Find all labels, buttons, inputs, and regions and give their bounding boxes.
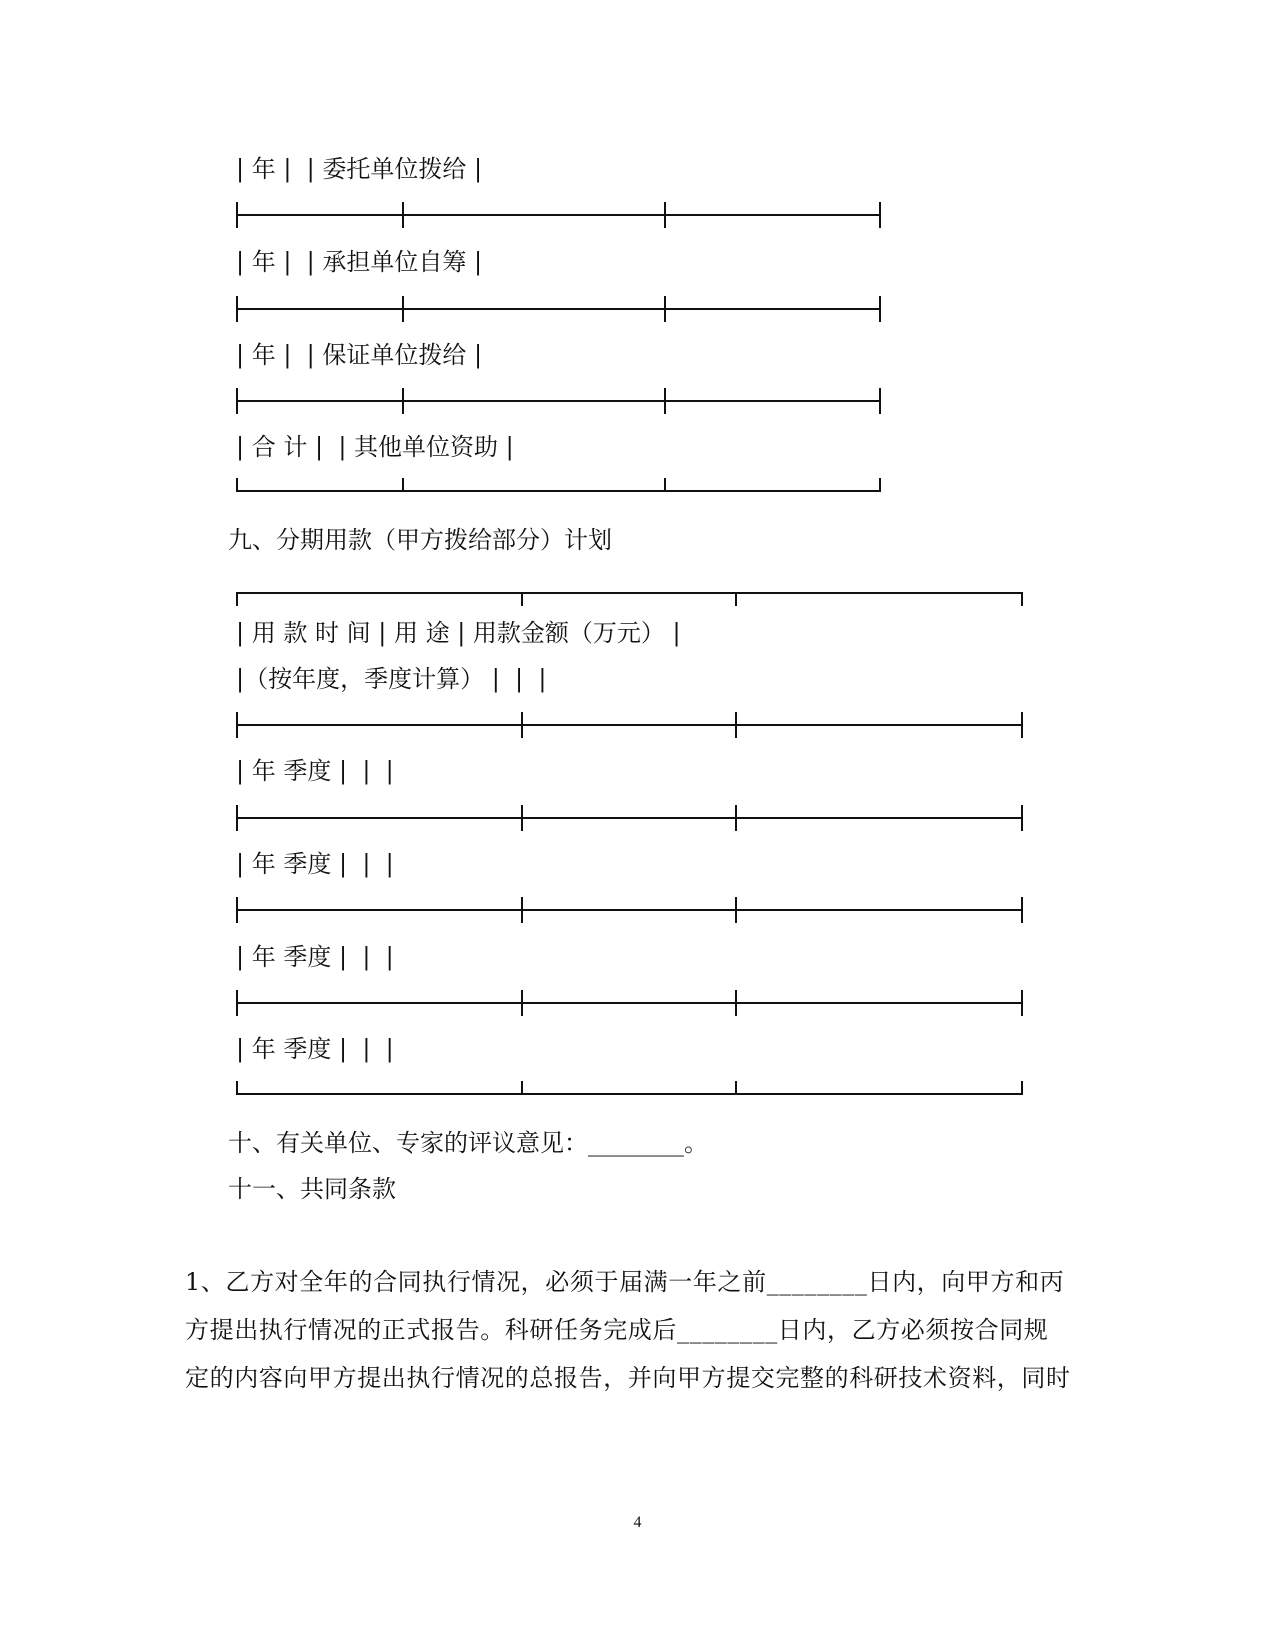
clause-line: 1、乙方对全年的合同执行情况，必须于届满一年之前________日内，向甲方和丙 — [185, 1268, 1065, 1296]
table1-row: | 年 | | 委托单位拨给 | — [236, 155, 483, 183]
table2-row: | 年 季度 | | | — [236, 757, 394, 785]
table2-row: | 年 季度 | | | — [236, 943, 394, 971]
table2-header: |（按年度，季度计算） | | | — [236, 665, 547, 693]
table-rule — [236, 712, 1023, 738]
table2-row: | 年 季度 | | | — [236, 850, 394, 878]
table1-row: | 年 | | 承担单位自筹 | — [236, 248, 483, 276]
section-11: 十一、共同条款 — [228, 1175, 396, 1203]
clause-line: 方提出执行情况的正式报告。科研任务完成后________日内，乙方必须按合同规 — [185, 1316, 1049, 1344]
table1-row: | 年 | | 保证单位拨给 | — [236, 341, 483, 369]
table-rule-top — [236, 580, 1023, 606]
clause-line: 定的内容向甲方提出执行情况的总报告，并向甲方提交完整的科研技术资料，同时 — [185, 1364, 1071, 1392]
table-rule — [236, 897, 1023, 923]
table-rule-bottom — [236, 1081, 1023, 1107]
table-rule — [236, 296, 881, 322]
table-rule — [236, 805, 1023, 831]
clause-paragraph — [185, 1258, 1085, 1402]
table-rule — [236, 202, 881, 228]
table-rule-bottom — [236, 478, 881, 504]
table1-row: | 合 计 | | 其他单位资助 | — [236, 433, 514, 461]
table2-header: | 用 款 时 间 | 用 途 | 用款金额（万元） | — [236, 619, 681, 647]
table-rule — [236, 990, 1023, 1016]
page-number: 4 — [633, 1514, 642, 1531]
section-10: 十、有关单位、专家的评议意见：________。 — [228, 1129, 708, 1157]
table2-row: | 年 季度 | | | — [236, 1035, 394, 1063]
section-heading: 九、分期用款（甲方拨给部分）计划 — [228, 526, 612, 554]
table-rule — [236, 388, 881, 414]
